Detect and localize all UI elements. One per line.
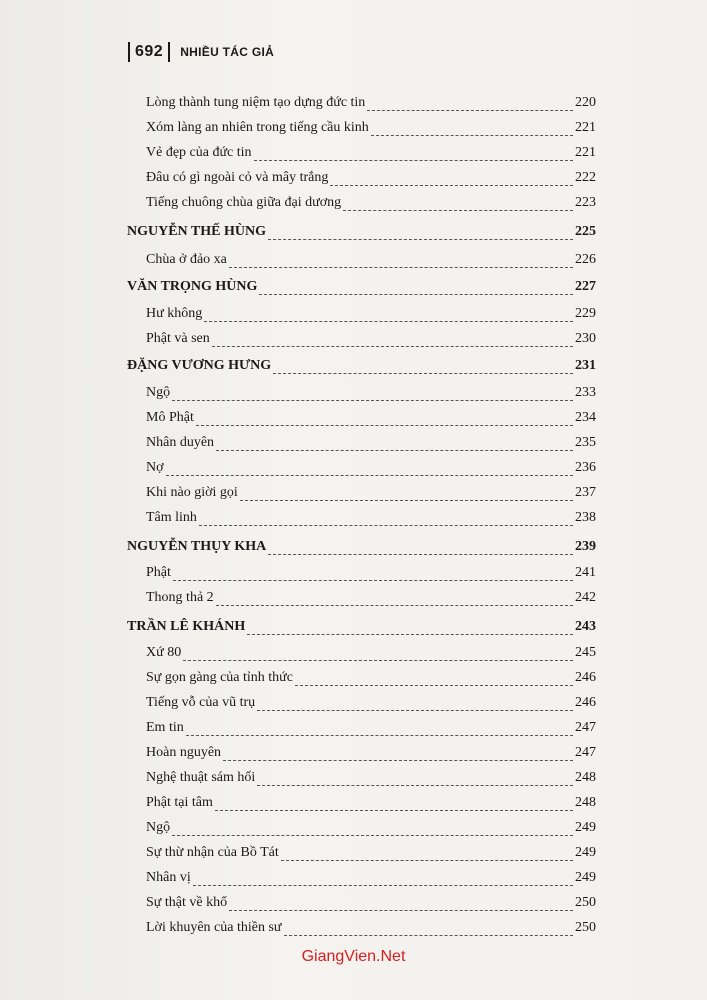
toc-page-number: 250 <box>575 895 596 910</box>
toc-entry-row <box>0 383 707 405</box>
toc-entry-title: Chùa ở đảo xa <box>146 252 227 267</box>
toc-leader-line <box>295 685 573 686</box>
toc-author-name: TRẦN LÊ KHÁNH <box>127 619 246 634</box>
toc-leader-line <box>367 110 573 111</box>
toc-entry-row <box>0 433 707 455</box>
toc-author-name: VĂN TRỌNG HÙNG <box>127 279 258 294</box>
toc-entry-row <box>0 793 707 815</box>
toc-leader-line <box>186 735 573 736</box>
toc-entry-row <box>0 193 707 215</box>
toc-leader-line <box>330 185 573 186</box>
toc-leader-line <box>173 580 573 581</box>
page-number: 692 <box>135 43 164 60</box>
toc-entry-title: Tâm linh <box>146 510 197 525</box>
toc-leader-line <box>216 450 573 451</box>
toc-page-number: 235 <box>575 435 596 450</box>
toc-leader-line <box>216 605 573 606</box>
toc-page-number: 236 <box>575 460 596 475</box>
toc-leader-line <box>204 321 573 322</box>
toc-entry-title: Nợ <box>146 460 164 475</box>
toc-entry-row <box>0 563 707 585</box>
toc-page-number: 229 <box>575 306 596 321</box>
toc-page-number: 248 <box>575 770 596 785</box>
toc-entry-row <box>0 868 707 890</box>
toc-page-number: 231 <box>575 358 596 373</box>
toc-entry-row <box>0 818 707 840</box>
toc-author-name: ĐẶNG VƯƠNG HƯNG <box>127 358 272 373</box>
toc-entry-row <box>0 693 707 715</box>
toc-page-number: 250 <box>575 920 596 935</box>
toc-entry-row <box>0 118 707 140</box>
toc-entry-title: Ngộ <box>146 820 171 835</box>
toc-leader-line <box>268 239 573 240</box>
toc-leader-line <box>229 267 573 268</box>
toc-author-row <box>0 222 707 244</box>
toc-entry-row <box>0 93 707 115</box>
toc-page-number: 226 <box>575 252 596 267</box>
toc-leader-line <box>284 935 573 936</box>
toc-page-number: 223 <box>575 195 596 210</box>
toc-entry-title: Hư không <box>146 306 203 321</box>
toc-page-number: 249 <box>575 845 596 860</box>
toc-leader-line <box>281 860 573 861</box>
toc-entry-row <box>0 893 707 915</box>
toc-page-number: 234 <box>575 410 596 425</box>
toc-entry-title: Lời khuyên của thiền sư <box>146 920 282 935</box>
toc-leader-line <box>183 660 573 661</box>
toc-entry-title: Mô Phật <box>146 410 194 425</box>
toc-leader-line <box>166 475 573 476</box>
toc-page-number: 221 <box>575 120 596 135</box>
toc-leader-line <box>257 785 573 786</box>
toc-leader-line <box>343 210 573 211</box>
toc-page-number: 249 <box>575 820 596 835</box>
toc-page-number: 243 <box>575 619 596 634</box>
toc-entry-row <box>0 918 707 940</box>
toc-leader-line <box>212 346 573 347</box>
toc-author-row <box>0 356 707 378</box>
toc-author-row <box>0 617 707 639</box>
toc-page-number: 222 <box>575 170 596 185</box>
toc-page-number: 246 <box>575 670 596 685</box>
running-head: NHIỀU TÁC GIẢ <box>180 45 275 59</box>
toc-entry-title: Phật tại tâm <box>146 795 213 810</box>
watermark: GiangVien.Net <box>301 948 406 965</box>
toc-leader-line <box>273 373 573 374</box>
toc-entry-title: Vẻ đẹp của đức tin <box>146 145 252 160</box>
toc-entry-title: Phật và sen <box>146 331 210 346</box>
toc-leader-line <box>257 710 573 711</box>
toc-entry-row <box>0 458 707 480</box>
toc-entry-title: Phật <box>146 565 171 580</box>
toc-author-name: NGUYỄN THỤY KHA <box>127 539 267 554</box>
toc-leader-line <box>193 885 573 886</box>
toc-page-number: 233 <box>575 385 596 400</box>
toc-page-number: 242 <box>575 590 596 605</box>
toc-entry-row <box>0 743 707 765</box>
toc-leader-line <box>196 425 573 426</box>
toc-entry-title: Lòng thành tung niệm tạo dựng đức tin <box>146 95 366 110</box>
toc-page-number: 230 <box>575 331 596 346</box>
toc-page-number: 221 <box>575 145 596 160</box>
toc-leader-line <box>172 835 573 836</box>
toc-author-row <box>0 277 707 299</box>
toc-author-row <box>0 537 707 559</box>
toc-page-number: 220 <box>575 95 596 110</box>
toc-entry-title: Khi nào giời gọi <box>146 485 238 500</box>
toc-entry-title: Sự thừ nhận của Bồ Tát <box>146 845 279 860</box>
toc-leader-line <box>259 294 573 295</box>
toc-entry-row <box>0 843 707 865</box>
toc-entry-row <box>0 483 707 505</box>
toc-leader-line <box>215 810 573 811</box>
toc-entry-title: Hoàn nguyên <box>146 745 222 760</box>
toc-entry-row <box>0 508 707 530</box>
toc-entry-row <box>0 168 707 190</box>
toc-leader-line <box>223 760 573 761</box>
toc-entry-title: Thong thả 2 <box>146 590 214 605</box>
toc-entry-title: Xứ 80 <box>146 645 182 660</box>
toc-leader-line <box>199 525 573 526</box>
toc-page-number: 245 <box>575 645 596 660</box>
toc-entry-row <box>0 250 707 272</box>
toc-entry-title: Sự thật về khổ <box>146 895 228 910</box>
toc-entry-title: Nghệ thuật sám hối <box>146 770 256 785</box>
toc-leader-line <box>254 160 573 161</box>
toc-entry-title: Xóm làng an nhiên trong tiếng cầu kinh <box>146 120 369 135</box>
toc-entry-title: Em tin <box>146 720 184 735</box>
toc-page-number: 247 <box>575 745 596 760</box>
toc-entry-title: Tiếng chuông chùa giữa đại dương <box>146 195 342 210</box>
toc-leader-line <box>371 135 573 136</box>
toc-leader-line <box>247 634 573 635</box>
toc-page-number: 246 <box>575 695 596 710</box>
toc-author-name: NGUYỄN THẾ HÙNG <box>127 224 266 239</box>
toc-page-number: 238 <box>575 510 596 525</box>
toc-page-number: 227 <box>575 279 596 294</box>
toc-entry-row <box>0 329 707 351</box>
toc-page-number: 225 <box>575 224 596 239</box>
toc-entry-row <box>0 588 707 610</box>
toc-entry-row <box>0 143 707 165</box>
toc-entry-row <box>0 408 707 430</box>
toc-page-number: 249 <box>575 870 596 885</box>
toc-entry-title: Nhân vị <box>146 870 191 885</box>
toc-page-number: 248 <box>575 795 596 810</box>
toc-page-number: 241 <box>575 565 596 580</box>
toc-entry-title: Tiếng vỗ của vũ trụ <box>146 695 256 710</box>
toc-page-number: 237 <box>575 485 596 500</box>
toc-entry-title: Ngộ <box>146 385 171 400</box>
toc-entry-title: Đâu có gì ngoài cỏ và mây trắng <box>146 170 329 185</box>
toc-entry-title: Sự gọn gàng của tỉnh thức <box>146 670 293 685</box>
toc-entry-row <box>0 718 707 740</box>
toc-entry-title: Nhân duyên <box>146 435 215 450</box>
toc-leader-line <box>240 500 573 501</box>
toc-entry-row <box>0 768 707 790</box>
toc-entry-row <box>0 668 707 690</box>
toc-page-number: 239 <box>575 539 596 554</box>
toc-leader-line <box>172 400 573 401</box>
toc-page-number: 247 <box>575 720 596 735</box>
toc-leader-line <box>229 910 573 911</box>
toc-leader-line <box>268 554 573 555</box>
toc-entry-row <box>0 643 707 665</box>
toc-entry-row <box>0 304 707 326</box>
